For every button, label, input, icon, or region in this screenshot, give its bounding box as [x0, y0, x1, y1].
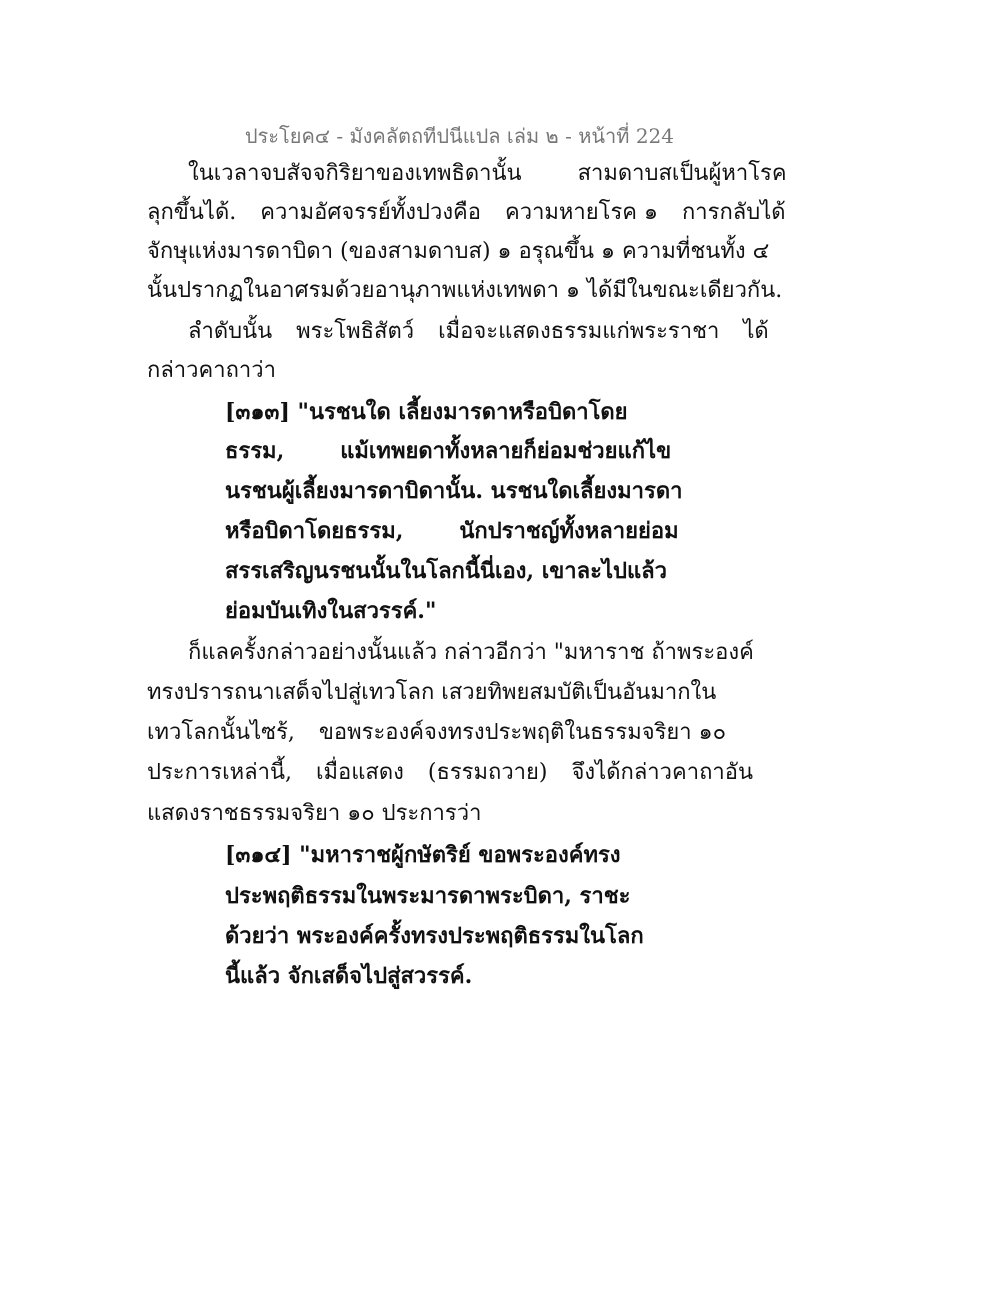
text-segment: การกลับได้: [681, 200, 786, 225]
paragraph-2-line-2: กล่าวคาถาว่า: [147, 358, 276, 383]
text-segment: ความอัศจรรย์ทั้งปวงคือ: [260, 200, 481, 225]
text-segment: ธรรม,: [225, 438, 285, 464]
text-segment: ความหายโรค ๑: [505, 200, 658, 225]
text-segment: เมื่อจะแสดงธรรมแก่พระราชา: [438, 319, 720, 344]
paragraph-3-line-1: ก็แลครั้งกล่าวอย่างนั้นแล้ว กล่าวอีกว่า "มหาราช ถ้าพระองค์: [188, 640, 754, 665]
paragraph-1-line-2: [147, 196, 786, 230]
paragraph-3-line-4: [147, 756, 753, 790]
paragraph-3-line-3: [147, 716, 726, 750]
verse-314-line-4: นี้แล้ว จักเสด็จไปสู่สวรรค์.: [225, 963, 473, 989]
text-segment: ลุกขึ้นได้.: [147, 200, 237, 225]
verse-313-line-3: นรชนผู้เลี้ยงมารดาบิดานั้น. นรชนใดเลี้ยงมารดา: [225, 478, 683, 504]
text-segment: สามดาบสเป็นผู้หาโรค: [577, 161, 787, 186]
paragraph-3-line-2: ทรงปรารถนาเสด็จไปสู่เทวโลก เสวยทิพยสมบัติเป็นอันมากใน: [147, 680, 717, 705]
text-segment: นักปราชญ์ทั้งหลายย่อม: [459, 518, 679, 544]
text-segment: (ธรรมถวาย): [427, 760, 548, 785]
text-segment: ได้: [743, 319, 769, 344]
text-segment: เมื่อแสดง: [315, 760, 404, 785]
text-segment: ลำดับนั้น: [188, 319, 273, 344]
verse-313-line-1: [๓๑๓] "นรชนใด เลี้ยงมารดาหรือบิดาโดย: [225, 399, 628, 425]
text-segment: ขอพระองค์จงทรงประพฤติในธรรมจริยา ๑๐: [318, 720, 727, 745]
verse-314-line-2: ประพฤติธรรมในพระมารดาพระบิดา, ราชะ: [225, 883, 631, 909]
verse-313-line-4: [225, 514, 679, 548]
running-header: ประโยค๔ - มังคลัตถทีปนีแปล เล่ม ๒ - หน้าที่ 224: [244, 124, 674, 148]
paragraph-3-line-5: แสดงราชธรรมจริยา ๑๐ ประการว่า: [147, 801, 482, 826]
text-segment: หรือบิดาโดยธรรม,: [225, 518, 404, 544]
paragraph-2-line-1: [188, 315, 769, 349]
text-segment: เทวโลกนั้นไซร้,: [147, 720, 295, 745]
text-segment: แม้เทพยดาทั้งหลายก็ย่อมช่วยแก้ไข: [340, 438, 672, 464]
paragraph-1-line-4: นั้นปรากฏในอาศรมด้วยอานุภาพแห่งเทพดา ๑ ได้มีในขณะเดียวกัน.: [147, 278, 783, 303]
paragraph-1-line-3: จักษุแห่งมารดาบิดา (ของสามดาบส) ๑ อรุณขึ้น ๑ ความที่ชนทั้ง ๔: [147, 239, 770, 264]
verse-314-line-1: [๓๑๔] "มหาราชผู้กษัตริย์ ขอพระองค์ทรง: [225, 842, 621, 868]
verse-314-line-3: ด้วยว่า พระองค์ครั้งทรงประพฤติธรรมในโลก: [225, 923, 644, 949]
text-segment: จึงได้กล่าวคาถาอัน: [571, 760, 754, 785]
verse-313-line-6: ย่อมบันเทิงในสวรรค์.": [225, 598, 437, 624]
verse-313-line-5: สรรเสริญนรชนนั้นในโลกนี้นี่เอง, เขาละไปแล้ว: [225, 558, 667, 584]
text-segment: ในเวลาจบสัจจกิริยาของเทพธิดานั้น: [188, 161, 522, 186]
paragraph-1-line-1: [188, 157, 787, 191]
text-segment: ประการเหล่านี้,: [147, 760, 292, 785]
text-segment: พระโพธิสัตว์: [296, 319, 415, 344]
verse-313-line-2: [225, 434, 671, 468]
